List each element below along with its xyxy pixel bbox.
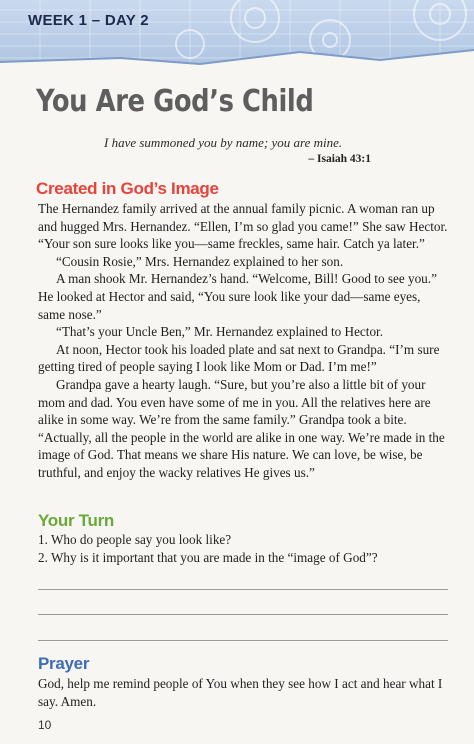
prayer-heading: Prayer bbox=[38, 654, 90, 673]
week-day-label: WEEK 1 – DAY 2 bbox=[28, 12, 149, 29]
question-item: 1. Who do people say you look like? bbox=[38, 532, 232, 547]
epigraph bbox=[104, 135, 404, 167]
story-paragraph: A man shook Mr. Hernandez’s hand. “Welcome, Bill! Good to see you.” He looked at Hector and said, “You sure look like your dad—same eyes, same nose.” bbox=[38, 271, 437, 322]
story-heading: Created in God’s Image bbox=[36, 179, 219, 198]
answer-line[interactable] bbox=[38, 640, 448, 641]
story-paragraph: The Hernandez family arrived at the annual family picnic. A woman ran up and hugged Mrs. Hernandez. “Ellen, I’m so glad you came!” She saw Hector. “Your son sure looks like you—same freckles, same hair. Catch ya later.” bbox=[38, 201, 448, 252]
question-item: 2. Why is it important that you are made in the “image of God”? bbox=[38, 549, 378, 565]
story-paragraph: “Cousin Rosie,” Mrs. Hernandez explained to her son. bbox=[56, 253, 344, 269]
answer-line[interactable] bbox=[38, 589, 448, 590]
answer-line[interactable] bbox=[38, 614, 448, 615]
story-paragraph: At noon, Hector took his loaded plate and sat next to Grandpa. “I’m sure getting tired of people saying I look like Mom or Dad. I’m me!” bbox=[38, 341, 440, 375]
prayer-text: God, help me remind people of You when they see how I act and hear what I say. Amen. bbox=[38, 676, 443, 709]
your-turn-heading: Your Turn bbox=[38, 511, 114, 530]
story-paragraph: Grandpa gave a hearty laugh. “Sure, but you’re also a little bit of your mom and dad. You even have some of me in you. All the relatives here are alike in some way. We’re from the same family.” Grandpa took a bite. “Actually, all the people in the world are alike in one way. We’re made in the image of God. That means we share His nature. We can love, be wise, be truthful, and enjoy the wacky relatives He gives us.” bbox=[38, 376, 445, 480]
epigraph-reference: – Isaiah 43:1 bbox=[308, 153, 371, 165]
header-banner bbox=[0, 0, 474, 78]
story-paragraph: “That’s your Uncle Ben,” Mr. Hernandez explained to Hector. bbox=[56, 324, 384, 340]
page-title: You Are God’s Child bbox=[36, 84, 314, 119]
story-body bbox=[38, 200, 448, 482]
your-turn-questions bbox=[38, 531, 448, 566]
page-number: 10 bbox=[38, 718, 52, 732]
epigraph-quote: I have summoned you by name; you are mine. bbox=[104, 135, 343, 150]
